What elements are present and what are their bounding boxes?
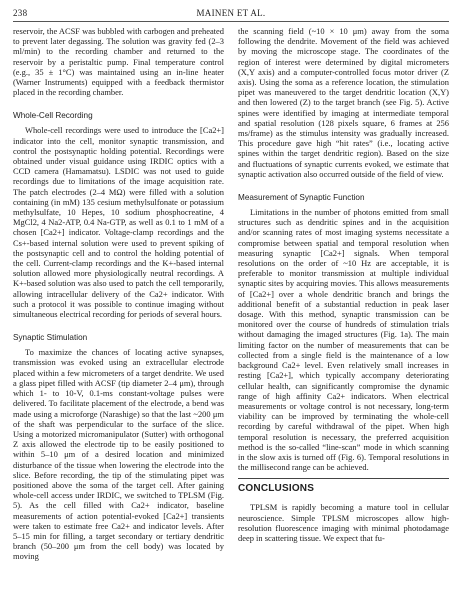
left-column: [13, 26, 224, 562]
paragraph-measurement: Limitations in the number of photons emitted from small structures such as dendritic spines and in the acquisition and/or scanning rates of most imaging systems necessitate a compromise between spatial and temporal resolution when measuring synaptic [Ca2+] signals. When temporal resolutions on the order of ~10 Hz are acceptable, it is preferable to monitor transmission at multiple individual synaptic sites by acquiring movies. This allows measurements of [Ca2+] over a whole dendritic branch and brings the additional benefit of a substantial reduction in peak laser dosage. With this method, synaptic transmission can be monitored over the course of hundreds of stimulation trials without damaging the imaged structures (Fig. 1a). The main limiting factor on the number of measurements that can be collected from a single field is the maintenance of a low background Ca2+ level. Even relatively small increases in resting [Ca2+], which typically accompany deteriorating cellular health, can significantly compromise the dynamic range of high affinity Ca2+ indicators. When electrical measurements or voltage control is not necessary, long-term viability can be improved by terminating the whole-cell recording by careful withdrawal of the pipet. When high temporal resolution is necessary, the preferred acquisition method is the so-called “line-scan” mode in which scanning in the slow axis is turned off (Fig. 6). Temporal resolutions in the millisecond range can be achieved.: [238, 207, 449, 473]
header-rule: [13, 21, 449, 22]
right-column: [238, 26, 449, 543]
paragraph-whole-cell: Whole-cell recordings were used to introduce the [Ca2+] indicator into the cell, monitor synaptic transmission, and control the postsynaptic holding potential. Recordings were obtained under visual guidance using IRDIC optics with a CCD camera (Hamamatsu). LSDIC was not used to guide recordings due to limitations of the image acquisition rate. The patch electrodes (2–4 MΩ) were filled with a solution containing (in mM) 135 cesium methylsulfonate or potassium methylsulfate, 10 Hepes, 10 sodium phosphocreatine, 4 MgCl2, 4 Na2-ATP, 0.4 Na-GTP, as well as 0.1 to 1 mM of a chosen [Ca2+] indicator. Voltage-clamp recordings and the Cs+-based internal solution were used to prevent spiking of the postsynaptic cell and to control the holding potential of the cell. Current-clamp recordings and the K+-based internal solution allowed more physiologically neutral recordings. A K+-based solution was also used to patch the cell temporarily, allowing intracellular delivery of the Ca2+ indicator. With such a protocol it was possible to continue imaging without simultaneous electrical recording for periods of several hours.: [13, 125, 224, 320]
page-number: 238: [13, 8, 28, 18]
paragraph-conclusions: TPLSM is rapidly becoming a mature tool in cellular neuroscience. Simple TPLSM microscopes allow high-resolution fluorescence imaging with minimal photodamage deep in scattering tissue. We expect that fu-: [238, 502, 449, 543]
running-head: MAINEN ET AL.: [196, 8, 266, 18]
conclusions-rule: [238, 478, 449, 479]
paragraph-acsf: reservoir, the ACSF was bubbled with carbogen and preheated to prevent later degassing. The solution was gravity fed (2–3 ml/min) to the recording chamber and returned to the reservoir by a peristaltic pump. Final temperature control (e.g., 35 ± 1°C) was maintained using an in-line heater (Warner Instruments) equipped with a feedback thermistor placed in the recording chamber.: [13, 26, 224, 98]
section-heading-measurement: Measurement of Synaptic Function: [238, 193, 365, 203]
section-heading-synaptic-stimulation: Synaptic Stimulation: [13, 333, 88, 343]
section-heading-conclusions: CONCLUSIONS: [238, 483, 315, 495]
page-header: [13, 8, 449, 20]
paragraph-synaptic-stimulation: To maximize the chances of locating active synapses, transmission was evoked using an extracellular electrode placed within a few micrometers of a target dendrite. We used a glass pipet filled with ACSF (tip diameter 2–4 μm), through which 1- to 10-V, 0.1-ms constant-voltage pulses were delivered. To facilitate placement of the electrode, a bend was made using a microforge (Narashige) so that the last ~200 μm of the shaft was perpendicular to the surface of the slice. Using a motorized micromanipulator (Sutter) with orthogonal Z axis allowed the electrode tip to be easily positioned to within 5–10 μm of a desired location and minimized disturbance of the tissue when lowering the electrode into the slice. Before recording, the tip of the stimulating pipet was positioned above the soma of the target cell. After gaining whole-cell access under IRDIC, we switched to TPLSM (Fig. 5). As the cell filled with Ca2+ indicator, baseline measurements of action potential-evoked [Ca2+] transients were taken to estimate free Ca2+ and indicator levels. After 5–15 min for filling, a target secondary or tertiary dendritic branch (50–200 μm from the cell body) was located by moving: [13, 347, 224, 562]
section-heading-whole-cell: Whole-Cell Recording: [13, 111, 93, 121]
paragraph-scanning-field: the scanning field (~10 × 10 μm) away from the soma following the dendrite. Movement of the field was achieved by moving the microscope stage. The coordinates of the region of interest were determined by digital micrometers (X,Y axis) and a computer-controlled focus motor driver (Z axis). Using the soma as a reference location, the stimulation pipet was maneuvered to the target dendritic location (X,Y) and then lowered (Z) to the target branch (see Fig. 5). Active spines were identified by imaging at intermediate temporal and spatial resolution (128 pixels square, 6 frames at 256 ms/frame) as the stimulus intensity was gradually increased. This procedure gave high “hit rates” (i.e., locating active spines within the target dendritic region). Based on the size and fluctuations of synaptic currents evoked, we estimate that synaptic activation also occurred outside of the field of view.: [238, 26, 449, 179]
